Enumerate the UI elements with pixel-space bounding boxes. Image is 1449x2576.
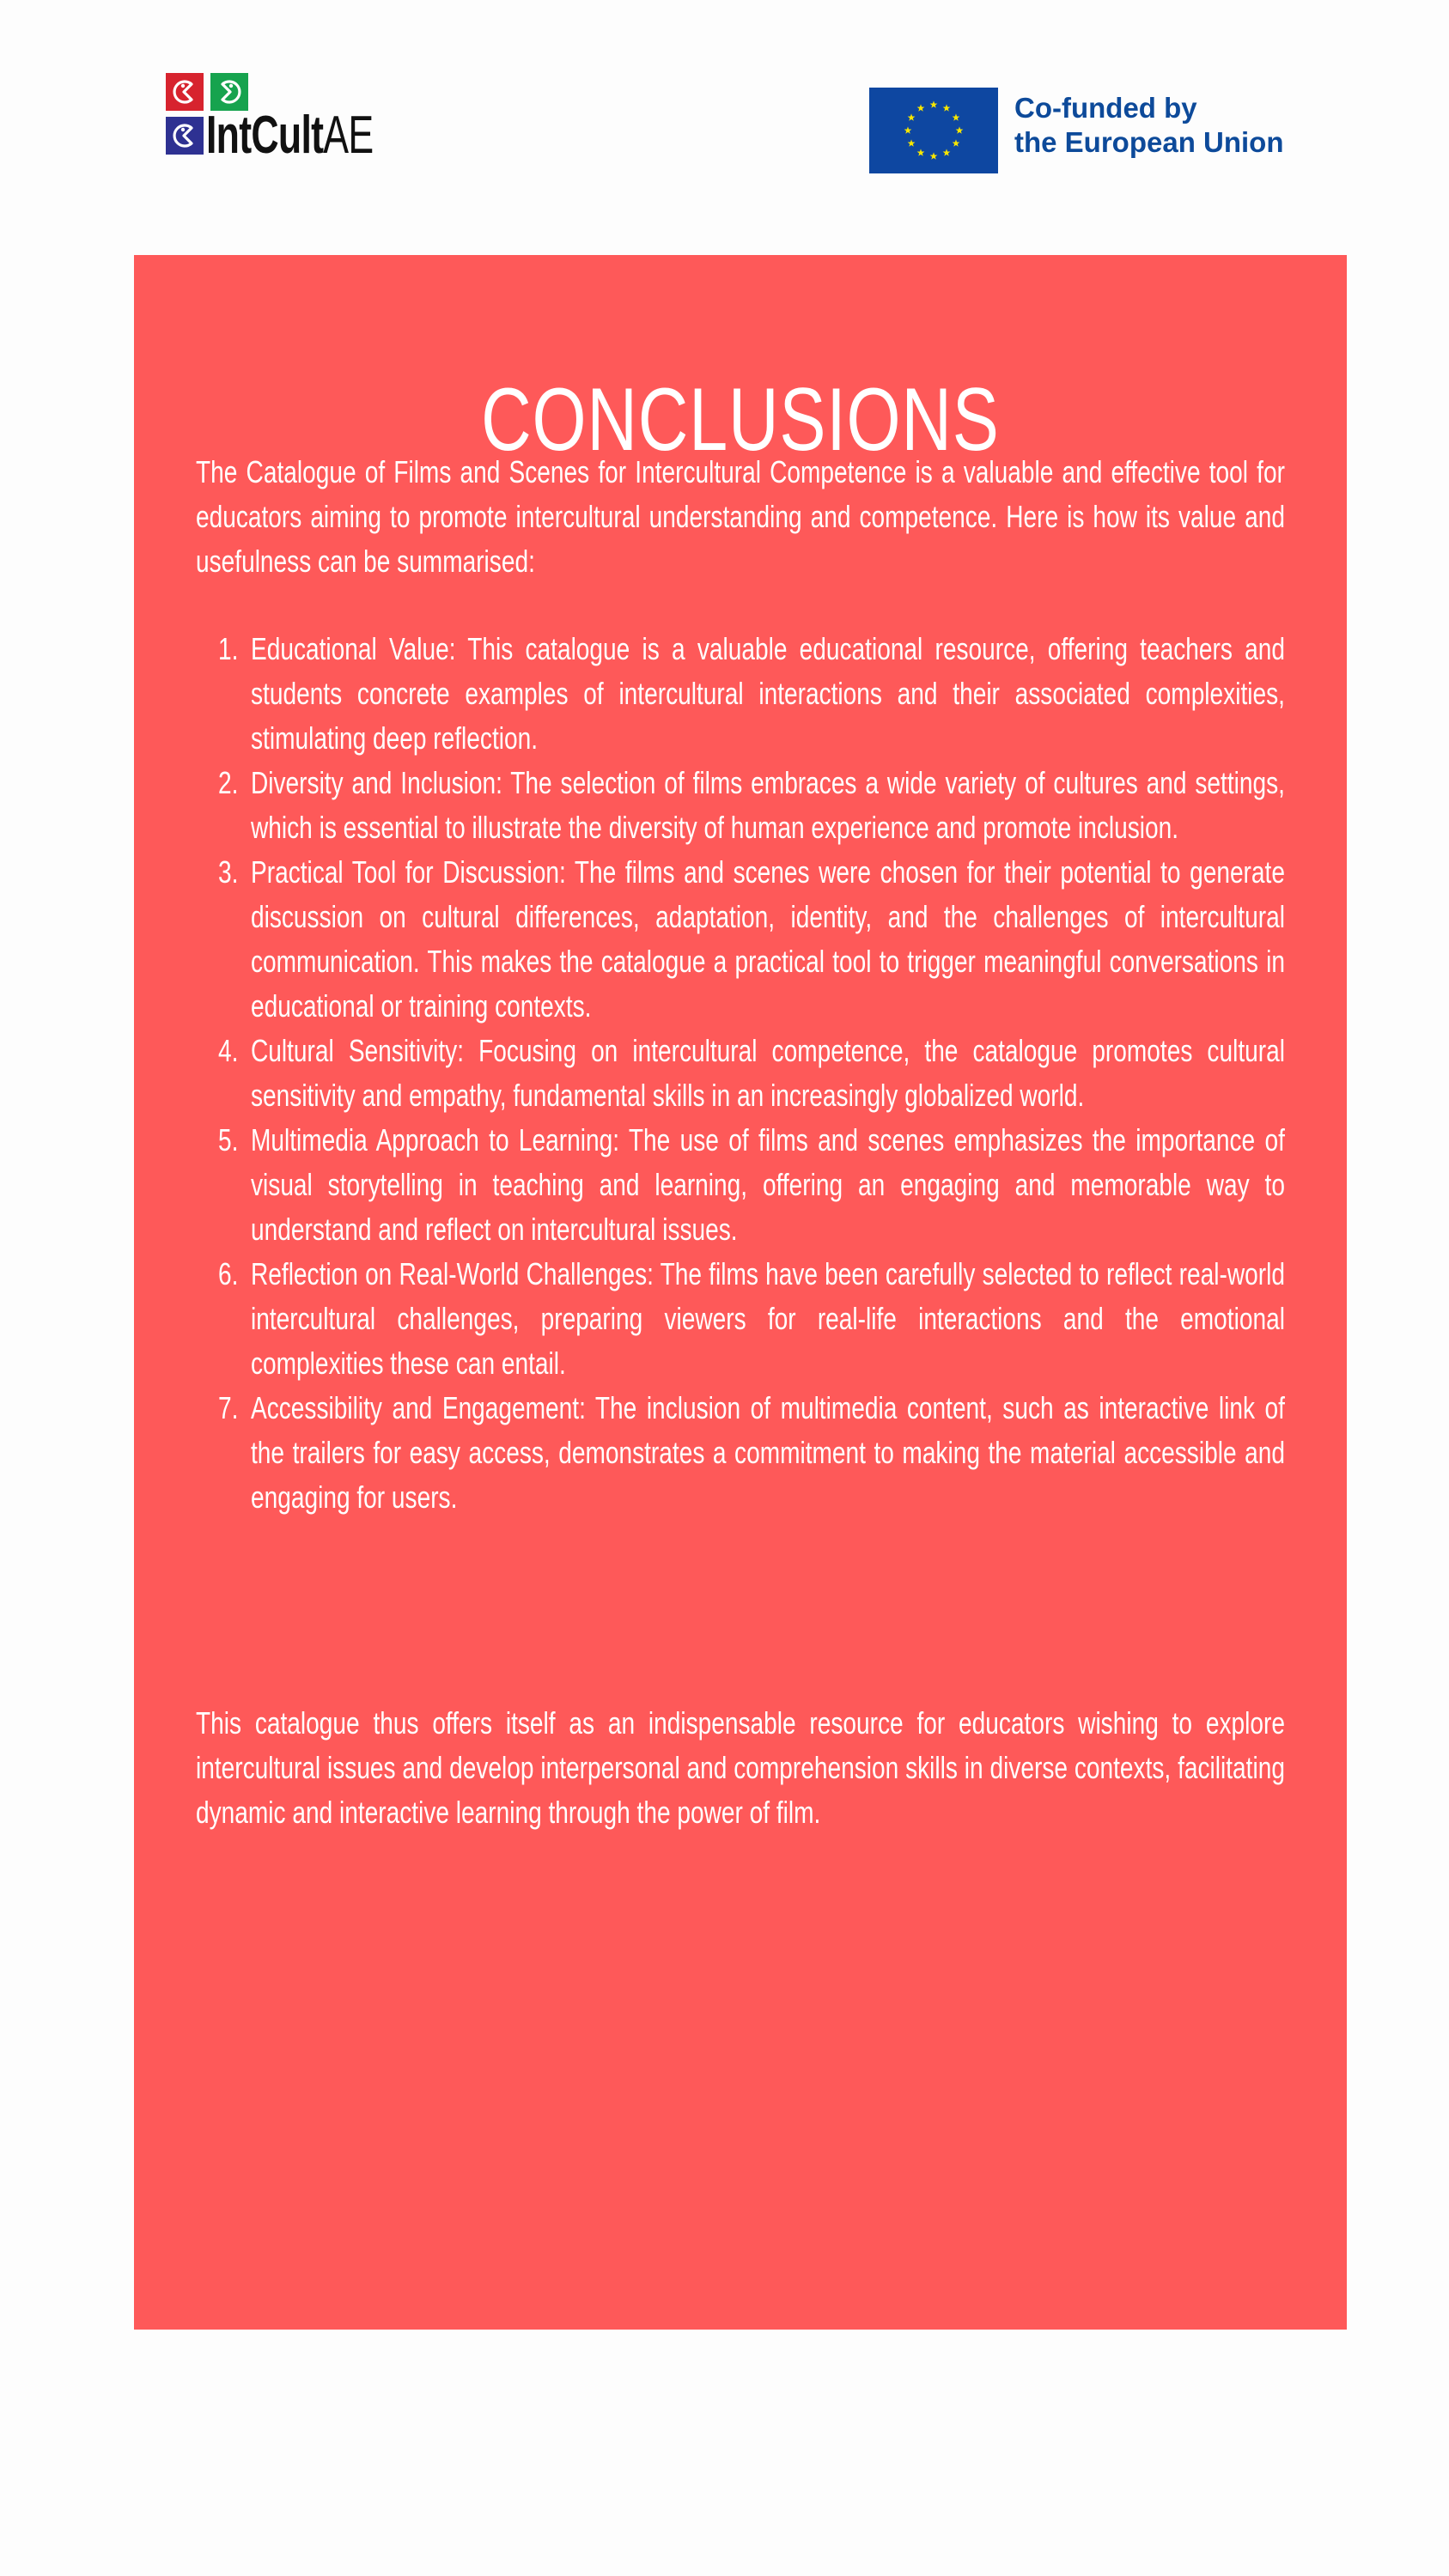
eu-star-icon (917, 149, 925, 155)
eu-star-icon (908, 139, 916, 146)
list-item (196, 1029, 1285, 1118)
eu-text-line2: the European Union (1014, 126, 1284, 158)
eu-star-icon (956, 126, 964, 133)
list-item-text: Multimedia Approach to Learning: The use of films and scenes emphasizes the importance of visual storytelling in teaching and learning, offering an engaging and memorable way to understand and reflect on intercultural issues. (251, 1122, 1285, 1247)
list-item-text: Practical Tool for Discussion: The films and scenes were chosen for their potential to generate discussion on cultural differences, adaptation, identity, and the challenges of intercultural communication. This makes the catalogue a practical tool to trigger meaningful conversations in educational or training contexts. (251, 854, 1285, 1024)
list-item (196, 1118, 1285, 1252)
pacman-face-icon (166, 117, 204, 155)
logo-word-light: AE (323, 106, 374, 165)
eu-star-icon (953, 139, 960, 146)
list-item-number: 2. (218, 765, 239, 800)
logo-word-bold: IntCult (206, 106, 324, 165)
eu-text-line1: Co-funded by (1014, 92, 1197, 124)
intro-paragraph (196, 450, 1285, 584)
eu-star-icon (943, 104, 951, 111)
eu-cofunded-logo (869, 88, 1307, 175)
list-item (196, 850, 1285, 1029)
eu-star-icon (908, 113, 916, 120)
eu-star-icon (904, 126, 912, 133)
list-item-text: Diversity and Inclusion: The selection of films embraces a wide variety of cultures and settings, which is essential to illustrate the diversity of human experience and promote inclusion. (251, 765, 1285, 845)
eu-star-icon (953, 113, 960, 120)
eu-star-icon (917, 104, 925, 111)
list-item-number: 7. (218, 1390, 239, 1425)
list-item-text: Cultural Sensitivity: Focusing on intercultural competence, the catalogue promotes cultural sensitivity and empathy, fundamental skills in an increasingly globalized world. (251, 1033, 1285, 1113)
list-item (196, 761, 1285, 850)
list-item (196, 627, 1285, 761)
conclusions-panel (134, 255, 1347, 2330)
list-item-text: Accessibility and Engagement: The inclusion of multimedia content, such as interactive link of the trailers for easy access, demonstrates a commitment to making the material accessible and engaging for users. (251, 1390, 1285, 1515)
intcultae-logo (166, 73, 406, 164)
logo-tile-red (166, 73, 204, 111)
list-item-number: 1. (218, 631, 239, 666)
eu-star-icon (930, 100, 938, 107)
list-item-number: 3. (218, 854, 239, 890)
eu-cofunded-text (1014, 91, 1284, 160)
list-item-number: 6. (218, 1256, 239, 1291)
eu-flag-icon (869, 88, 998, 173)
logo-wordmark (206, 107, 373, 164)
list-item-number: 4. (218, 1033, 239, 1068)
list-item-number: 5. (218, 1122, 239, 1157)
conclusions-list (196, 627, 1285, 1520)
logo-tile-blue (166, 117, 204, 155)
page-title-text: CONCLUSIONS (481, 369, 1000, 470)
list-item-text: Reflection on Real-World Challenges: The films have been carefully selected to reflect real-world intercultural challenges, preparing viewers for real-life interactions and the emotional complexities these can entail. (251, 1256, 1285, 1381)
eu-star-icon (930, 152, 938, 159)
list-item (196, 1252, 1285, 1386)
closing-text: This catalogue thus offers itself as an indispensable resource for educators wishing to explore intercultural issues and develop interpersonal and comprehension skills in diverse contexts, facilitating dynamic and interactive learning through the power of film. (196, 1705, 1285, 1830)
list-item-text: Educational Value: This catalogue is a valuable educational resource, offering teachers and students concrete examples of intercultural interactions and their associated complexities, stimulating deep reflection. (251, 631, 1285, 756)
list-item (196, 1386, 1285, 1520)
closing-paragraph (196, 1701, 1285, 1835)
intro-text: The Catalogue of Films and Scenes for Intercultural Competence is a valuable and effective tool for educators aiming to promote intercultural understanding and competence. Here is how its value and usefulness can be summarised: (196, 454, 1285, 579)
eu-star-icon (943, 149, 951, 155)
pacman-face-icon (166, 73, 204, 111)
